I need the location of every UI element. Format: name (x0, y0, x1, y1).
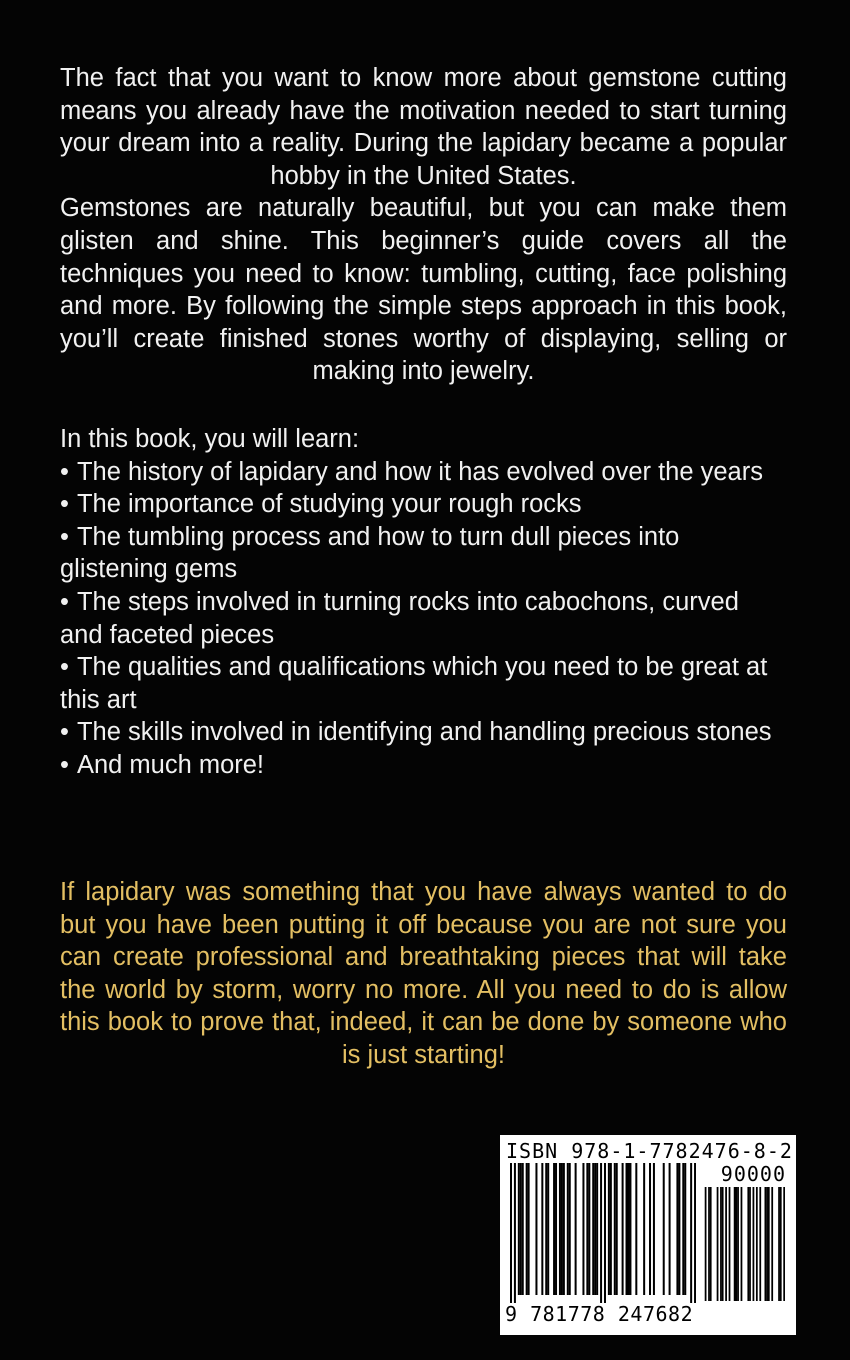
bullet-icon: • (60, 718, 69, 747)
bullet-icon: • (60, 522, 69, 551)
barcode-bar (555, 1163, 557, 1295)
addon-barcode-bar (783, 1187, 785, 1301)
list-item (60, 749, 787, 782)
barcode-bar (649, 1163, 651, 1295)
closing-paragraph: If lapidary was something that you have always wanted to do but you have been putting it off because you are not sure you can create professional and breathtaking pieces that will take the world by storm, worry no more. All you need to do is allow this book to prove that, indeed, it can be done by someone who is just starting! (60, 878, 787, 1069)
bullet-icon: • (60, 750, 69, 779)
addon-barcode-bar (735, 1187, 737, 1301)
addon-barcode-bar (759, 1187, 761, 1301)
addon-barcode-bar (780, 1187, 782, 1301)
barcode-bar (608, 1163, 610, 1295)
addon-barcode-bar (766, 1187, 768, 1301)
barcode-bar (678, 1163, 680, 1295)
barcode-bar (592, 1163, 594, 1295)
barcode-bar (627, 1163, 629, 1295)
addon-barcode-bars (703, 1187, 785, 1301)
list-item (60, 456, 787, 489)
barcode-bar (520, 1163, 522, 1295)
list-item-text: The skills involved in identifying and handling precious stones (76, 718, 772, 747)
learn-section (60, 423, 787, 782)
barcode-bar (653, 1163, 655, 1295)
bullet-icon: • (60, 457, 69, 486)
barcode-bar (626, 1163, 628, 1295)
barcode-bar (582, 1163, 584, 1295)
barcode-bar (575, 1163, 577, 1295)
list-item-text: The qualities and qualifications which you need to be great at this art (60, 653, 768, 714)
barcode-bar (604, 1163, 606, 1303)
barcode-bar (684, 1163, 686, 1295)
learn-heading: In this book, you will learn: (60, 425, 360, 453)
barcode-bar (690, 1163, 692, 1303)
list-item (60, 488, 787, 521)
addon-barcode-bar (708, 1187, 710, 1301)
addon-barcode-bar (722, 1187, 724, 1301)
barcode-bar (553, 1163, 555, 1295)
barcode-bar (528, 1163, 530, 1295)
list-item (60, 716, 787, 749)
barcode-bar (616, 1163, 618, 1295)
barcode-bar (535, 1163, 537, 1295)
barcode-bar (596, 1163, 598, 1295)
barcode-bar (643, 1163, 645, 1295)
barcode-bar (526, 1163, 528, 1295)
barcode-bar (610, 1163, 612, 1295)
barcode-bar (563, 1163, 565, 1295)
addon-barcode-bar (778, 1187, 780, 1301)
list-item-text: And much more! (76, 750, 265, 779)
barcode-bar (600, 1163, 602, 1303)
list-item-text: The steps involved in turning rocks into cabochons, curved and faceted pieces (60, 587, 739, 649)
addon-barcode-bar (753, 1187, 755, 1301)
barcode-bar (541, 1163, 543, 1295)
barcode-bar (547, 1163, 549, 1295)
bullet-icon: • (60, 653, 69, 682)
closing-section (60, 876, 787, 1072)
barcode-bar (522, 1163, 524, 1295)
ean-digits: 9 781778 247682 (505, 1302, 694, 1326)
barcode-bar (567, 1163, 569, 1295)
price-code: 90000 (720, 1162, 786, 1186)
barcode-bar (561, 1163, 563, 1295)
barcode-bar (514, 1163, 516, 1303)
intro-paragraph-2: Gemstones are naturally beautiful, but you can make them glisten and shine. This beginner’s guide covers all the techniques you need to know: tumbling, cutting, face polishing and more. By following the simple steps approach in this book, you’ll create finished stones worthy of displaying, selling or making into jewelry. (60, 194, 787, 386)
isbn-label: ISBN 978-1-7782476-8-2 (506, 1139, 793, 1163)
addon-barcode-bar (705, 1187, 707, 1301)
list-item (60, 586, 787, 651)
intro-section (60, 62, 787, 388)
bullet-icon: • (60, 490, 69, 519)
barcode-bar (682, 1163, 684, 1295)
ean-barcode-bars (510, 1163, 696, 1303)
addon-barcode-bar (749, 1187, 751, 1301)
addon-barcode-bar (768, 1187, 770, 1301)
addon-barcode-bar (756, 1187, 758, 1301)
barcode-bar (663, 1163, 665, 1295)
addon-barcode-bar (747, 1187, 749, 1301)
barcode-bar (694, 1163, 696, 1303)
addon-barcode-bar (725, 1187, 727, 1301)
learn-list (60, 456, 787, 782)
addon-barcode-bar (720, 1187, 722, 1301)
barcode-bar (676, 1163, 678, 1295)
barcode-bar (569, 1163, 571, 1295)
list-item (60, 651, 787, 716)
barcode-bar (510, 1163, 512, 1303)
barcode-bar (622, 1163, 624, 1295)
addon-barcode-bar (765, 1187, 767, 1301)
barcode-bar (586, 1163, 588, 1295)
barcode-bar (635, 1163, 637, 1295)
addon-barcode-bar (729, 1187, 731, 1301)
intro-paragraph-1: The fact that you want to know more about gemstone cutting means you already have the motivation needed to start turning your dream into a reality. During the lapidary became a popular hobby in the United States. (60, 64, 787, 190)
addon-barcode-bar (771, 1187, 773, 1301)
barcode-bar (545, 1163, 547, 1295)
barcode-bar (559, 1163, 561, 1295)
addon-barcode-bar (717, 1187, 719, 1301)
list-item (60, 521, 787, 586)
addon-barcode-bar (710, 1187, 712, 1301)
barcode-bar (518, 1163, 520, 1295)
list-item-text: The history of lapidary and how it has evolved over the years (76, 457, 763, 486)
isbn-barcode (500, 1135, 796, 1335)
list-item-text: The tumbling process and how to turn dull pieces into glistening gems (60, 522, 680, 584)
addon-barcode-bar (734, 1187, 736, 1301)
bullet-icon: • (60, 587, 69, 616)
barcode-bar (629, 1163, 631, 1295)
addon-barcode-bar (737, 1187, 739, 1301)
list-item-text: The importance of studying your rough rocks (76, 490, 582, 519)
barcode-bar (594, 1163, 596, 1295)
barcode-bar (669, 1163, 671, 1295)
barcode-bar (588, 1163, 590, 1295)
barcode-bar (614, 1163, 616, 1295)
addon-barcode-bar (741, 1187, 743, 1301)
